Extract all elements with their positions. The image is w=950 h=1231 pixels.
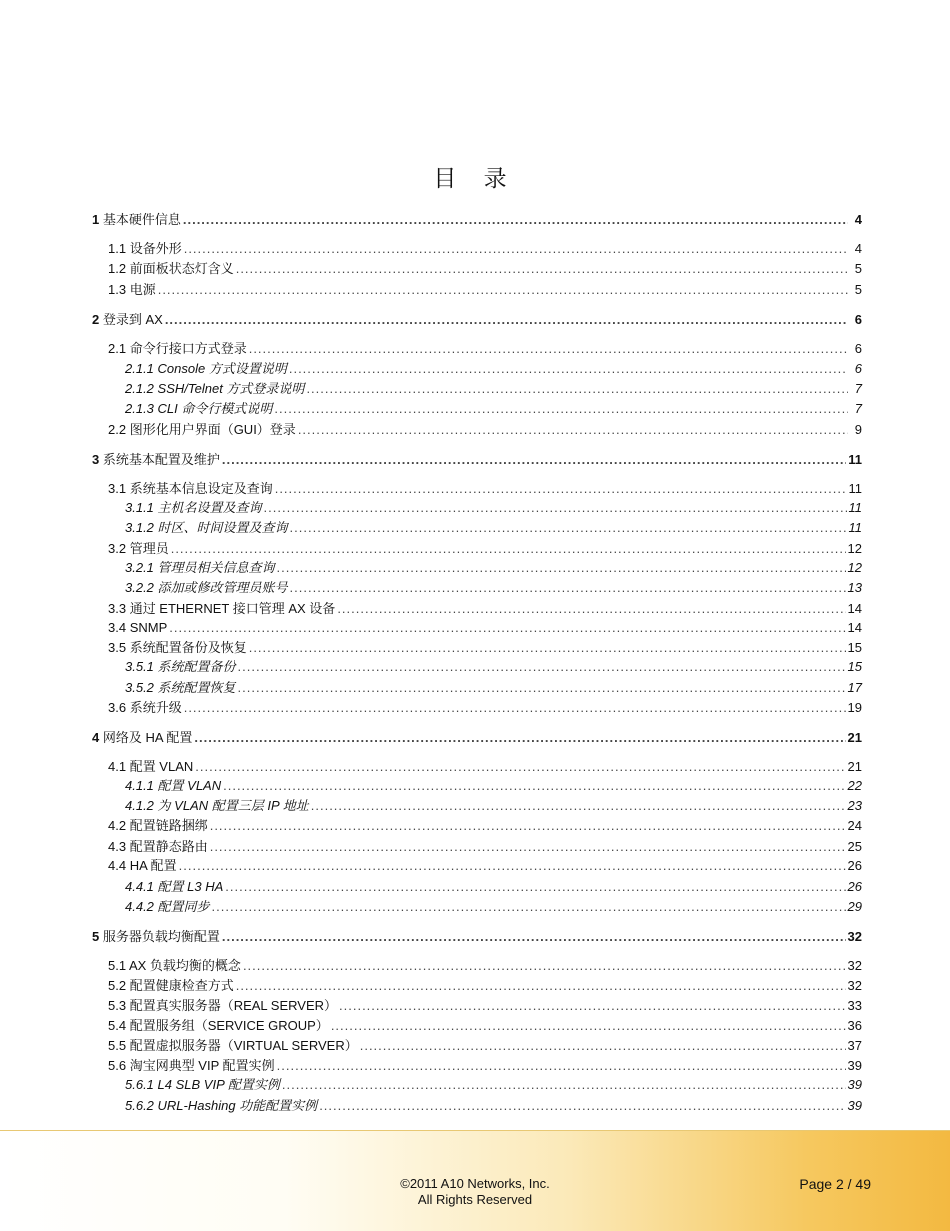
toc-entry-label: L4 SLB VIP 配置实例: [153, 1077, 280, 1092]
toc-leader-dots: [311, 798, 846, 814]
toc-entry-label: 设备外形: [126, 241, 182, 256]
toc-leader-dots: [360, 1038, 846, 1054]
rights-text: All Rights Reserved: [417, 1192, 533, 1207]
toc-entry-title: [125, 401, 272, 417]
toc-leader-dots: [184, 700, 846, 716]
toc-entry[interactable]: [92, 361, 862, 377]
toc-leader-dots: [222, 452, 846, 468]
toc-entry-label: 基本硬件信息: [99, 212, 181, 227]
toc-entry-page: 26: [847, 858, 862, 873]
toc-entry-page: 11: [848, 500, 862, 515]
toc-entry-label: 系统基本配置及维护: [99, 452, 220, 467]
toc-entry-page: 4: [854, 241, 862, 256]
toc-entry-title: [125, 580, 288, 596]
toc-entry-page: 5: [854, 282, 862, 297]
toc-entry-label: 登录到 AX: [99, 312, 163, 327]
toc-entry-label: 配置服务组（SERVICE GROUP）: [126, 1018, 329, 1033]
toc-title: 目 录: [433, 166, 517, 192]
toc-entry[interactable]: [92, 282, 862, 298]
toc-entry[interactable]: [92, 798, 862, 814]
toc-leader-dots: [236, 261, 848, 277]
toc-entry-page: 32: [847, 958, 862, 973]
toc-entry-title: [108, 1018, 329, 1034]
toc-entry-number: 5.6.1: [125, 1077, 154, 1092]
toc-entry-label: 系统配置备份及恢复: [126, 640, 247, 655]
toc-leader-dots: [319, 1098, 845, 1114]
toc-entry-number: 3.1.1: [125, 500, 154, 515]
toc-entry-number: 4.2: [108, 818, 127, 833]
toc-entry-title: [108, 700, 182, 716]
toc-entry-page: 7: [854, 401, 862, 416]
toc-entry[interactable]: [92, 640, 862, 656]
toc-entry-title: [108, 839, 208, 855]
toc-entry-page: 7: [854, 381, 862, 396]
toc-entry-title: [125, 879, 223, 895]
toc-entry[interactable]: [92, 958, 862, 974]
toc-entry-number: 4: [92, 730, 100, 745]
toc-entry-label: 主机名设置及查询: [153, 500, 262, 515]
toc-entry-page: 17: [847, 680, 862, 695]
toc-entry-page: 6: [854, 312, 862, 327]
toc-entry-title: [125, 899, 210, 915]
toc-entry-label: 配置链路捆绑: [126, 818, 208, 833]
toc-entry-label: 配置健康检查方式: [126, 978, 234, 993]
toc-entry-number: 4.4: [108, 858, 127, 873]
toc-leader-dots: [184, 241, 848, 257]
toc-entry-number: 5.1: [108, 958, 127, 973]
toc-entry[interactable]: [92, 620, 862, 636]
toc-entry[interactable]: [92, 839, 862, 855]
toc-entry-number: 3.3: [108, 601, 127, 616]
page-footer: [0, 1130, 950, 1231]
toc-entry-number: 5.6.2: [125, 1098, 154, 1113]
toc-leader-dots: [331, 1018, 846, 1034]
toc-entry-title: [125, 659, 236, 675]
toc-entry-title: [108, 759, 193, 775]
toc-leader-dots: [264, 500, 847, 516]
toc-entry-title: [125, 361, 287, 377]
toc-entry-page: 32: [847, 978, 862, 993]
toc-entry-label: 通过 ETHERNET 接口管理 AX 设备: [126, 601, 336, 616]
toc-entry-page: 39: [847, 1058, 862, 1073]
toc-leader-dots: [210, 839, 846, 855]
toc-entry-page: 6: [854, 361, 862, 376]
toc-entry-page: 13: [847, 580, 862, 595]
toc-entry-page: 29: [847, 899, 862, 914]
toc-entry[interactable]: [92, 381, 862, 397]
toc-leader-dots: [194, 730, 845, 746]
toc-entry[interactable]: [92, 401, 862, 417]
toc-entry[interactable]: [92, 978, 862, 994]
toc-entry-page: 11: [848, 481, 862, 496]
toc-entry[interactable]: [92, 899, 862, 915]
toc-leader-dots: [298, 422, 848, 438]
toc-entry[interactable]: [92, 998, 862, 1014]
toc-entry-label: 图形化用户界面（GUI）登录: [126, 422, 296, 437]
toc-entry-number: 1.3: [108, 282, 127, 297]
toc-entry-page: 15: [847, 640, 862, 655]
copyright-text: ©2011 A10 Networks, Inc.: [400, 1176, 550, 1191]
toc-entry-page: 36: [847, 1018, 862, 1033]
toc-entry[interactable]: [92, 541, 862, 557]
toc-entry-label: 添加或修改管理员账号: [153, 580, 288, 595]
toc-entry[interactable]: [92, 778, 862, 794]
toc-entry[interactable]: [92, 341, 862, 357]
toc-entry-label: 系统升级: [126, 700, 182, 715]
toc-entry-label: 系统基本信息设定及查询: [126, 481, 273, 496]
toc-entry-number: 3.5.1: [125, 659, 154, 674]
toc-leader-dots: [290, 520, 847, 536]
toc-entry[interactable]: [92, 500, 862, 516]
toc-entry-number: 2.1.3: [125, 401, 154, 416]
toc-entry-number: 1: [92, 212, 100, 227]
toc-entry-title: [108, 1058, 275, 1074]
toc-leader-dots: [243, 958, 846, 974]
toc-entry-page: 25: [847, 839, 862, 854]
toc-entry-label: SSH/Telnet 方式登录说明: [153, 381, 305, 396]
toc-entry[interactable]: [92, 700, 862, 716]
toc-leader-dots: [212, 899, 846, 915]
toc-entry-number: 5.6: [108, 1058, 127, 1073]
toc-entry-number: 5.2: [108, 978, 127, 993]
toc-entry-title: [108, 620, 167, 636]
toc-entry-title: [108, 241, 182, 257]
toc-entry-label: 前面板状态灯含义: [126, 261, 234, 276]
toc-entry-title: [108, 601, 335, 617]
toc-leader-dots: [277, 1058, 846, 1074]
toc-entry-page: 33: [847, 998, 862, 1013]
toc-entry[interactable]: [92, 879, 862, 895]
toc-entry-title: [125, 798, 309, 814]
toc-entry-label: 管理员相关信息查询: [153, 560, 275, 575]
toc-entry-page: 21: [847, 759, 862, 774]
toc-entry[interactable]: [92, 481, 862, 497]
toc-entry[interactable]: [92, 241, 862, 257]
toc-entry[interactable]: [92, 520, 862, 536]
toc-entry[interactable]: [92, 1038, 862, 1054]
toc-entry-number: 4.1.1: [125, 778, 154, 793]
toc-entry-number: 4.4.2: [125, 899, 154, 914]
toc-entry-title: [108, 481, 273, 497]
toc-entry[interactable]: [92, 422, 862, 438]
toc-leader-dots: [249, 640, 846, 656]
toc-entry-page: 14: [847, 601, 862, 616]
toc-entry[interactable]: [92, 759, 862, 775]
toc-entry-number: 1.2: [108, 261, 127, 276]
toc-entry-page: 5: [854, 261, 862, 276]
toc-entry[interactable]: [92, 212, 862, 228]
toc-entry-label: 管理员: [126, 541, 169, 556]
toc-entry-title: [125, 500, 262, 516]
toc-entry-number: 2.1: [108, 341, 127, 356]
toc-entry-page: 39: [847, 1098, 862, 1113]
toc-leader-dots: [289, 361, 848, 377]
toc-entry-title: [125, 381, 304, 397]
toc-entry-title: [108, 422, 296, 438]
toc-entry-label: 淘宝网典型 VIP 配置实例: [126, 1058, 275, 1073]
toc-entry-number: 2: [92, 312, 100, 327]
toc-entry-title: [125, 1098, 317, 1114]
toc-entry-page: 15: [847, 659, 862, 674]
toc-entry-title: [108, 341, 247, 357]
toc-entry-number: 3.1.2: [125, 520, 154, 535]
toc-entry-page: 24: [847, 818, 862, 833]
toc-entry-number: 4.1.2: [125, 798, 154, 813]
toc-entry[interactable]: [92, 680, 862, 696]
toc-entry-title: [92, 730, 192, 746]
toc-entry[interactable]: [92, 1077, 862, 1093]
toc-entry-number: 5: [92, 929, 100, 944]
toc-entry-number: 2.1.1: [125, 361, 154, 376]
toc-entry-number: 4.4.1: [125, 879, 154, 894]
toc-entry-number: 3.2.2: [125, 580, 154, 595]
toc-entry-number: 5.3: [108, 998, 127, 1013]
toc-entry-title: [92, 312, 163, 328]
toc-entry-page: 14: [847, 620, 862, 635]
toc-leader-dots: [195, 759, 845, 775]
toc-entry-title: [108, 640, 247, 656]
toc-leader-dots: [222, 929, 846, 945]
toc-entry[interactable]: [92, 312, 862, 328]
toc-entry-number: 3.1: [108, 481, 127, 496]
toc-entry-title: [108, 261, 234, 277]
toc-entry-title: [108, 1038, 358, 1054]
toc-entry[interactable]: [92, 452, 862, 468]
toc-entry-title: [108, 541, 169, 557]
toc-entry-label: 为 VLAN 配置三层 IP 地址: [153, 798, 309, 813]
toc-entry-page: 22: [847, 778, 862, 793]
toc-entry-number: 3.2.1: [125, 560, 154, 575]
toc-entry[interactable]: [92, 560, 862, 576]
toc-entry-page: 39: [847, 1077, 862, 1092]
toc-entry-page: 21: [847, 730, 862, 745]
toc-entry-label: 系统配置备份: [153, 659, 236, 674]
toc-entry-title: [108, 958, 241, 974]
toc-entry-title: [108, 818, 208, 834]
toc-entry-number: 4.3: [108, 839, 127, 854]
toc-entry-page: 26: [847, 879, 862, 894]
toc-entry-number: 3.4: [108, 620, 127, 635]
toc-entry-page: 23: [847, 798, 862, 813]
toc-entry-number: 3.5.2: [125, 680, 154, 695]
toc-entry-number: 3.2: [108, 541, 127, 556]
toc-entry[interactable]: [92, 261, 862, 277]
toc-entry-label: URL-Hashing 功能配置实例: [153, 1098, 318, 1113]
toc-leader-dots: [171, 541, 846, 557]
toc-leader-dots: [183, 212, 848, 228]
toc-entry-title: [125, 1077, 280, 1093]
toc-entry-label: 配置静态路由: [126, 839, 208, 854]
toc-leader-dots: [179, 858, 846, 874]
toc-entry-page: 6: [854, 341, 862, 356]
toc-entry-page: 11: [848, 452, 862, 467]
toc-entry[interactable]: [92, 858, 862, 874]
toc-entry-label: 配置真实服务器（REAL SERVER）: [126, 998, 338, 1013]
toc-leader-dots: [339, 998, 846, 1014]
toc-entry-title: [125, 520, 288, 536]
toc-leader-dots: [306, 381, 848, 397]
toc-entry-label: 时区、时间设置及查询: [153, 520, 288, 535]
toc-entry-title: [108, 978, 234, 994]
toc-leader-dots: [249, 341, 848, 357]
toc-entry-title: [92, 929, 220, 945]
toc-entry[interactable]: [92, 1018, 862, 1034]
toc-leader-dots: [238, 680, 846, 696]
toc-entry[interactable]: [92, 929, 862, 945]
toc-leader-dots: [290, 580, 846, 596]
toc-entry-label: 配置 VLAN: [153, 778, 222, 793]
toc-entry-title: [125, 680, 236, 696]
toc-leader-dots: [158, 282, 848, 298]
toc-entry-label: AX 负载均衡的概念: [126, 958, 241, 973]
toc-entry[interactable]: [92, 1058, 862, 1074]
toc-entry-number: 1.1: [108, 241, 127, 256]
toc-entry-number: 2.2: [108, 422, 127, 437]
toc-entry[interactable]: [92, 659, 862, 675]
toc-entry-title: [92, 452, 220, 468]
toc-entry[interactable]: [92, 580, 862, 596]
toc-entry-number: 3: [92, 452, 100, 467]
toc-leader-dots: [337, 601, 845, 617]
toc-leader-dots: [210, 818, 846, 834]
toc-leader-dots: [225, 879, 845, 895]
toc-entry-label: 电源: [126, 282, 156, 297]
toc-entry-title: [92, 212, 181, 228]
toc-entry-label: 系统配置恢复: [153, 680, 236, 695]
toc-entry-page: 32: [847, 929, 862, 944]
toc-entry-number: 3.6: [108, 700, 127, 715]
toc-entry[interactable]: [92, 730, 862, 746]
toc-entry-label: 配置 L3 HA: [153, 879, 224, 894]
toc-leader-dots: [238, 659, 846, 675]
toc-entry-number: 2.1.2: [125, 381, 154, 396]
page-number: Page 2 / 49: [799, 1176, 871, 1192]
toc-entry-title: [125, 778, 221, 794]
toc-entry-label: 网络及 HA 配置: [99, 730, 193, 745]
toc-entry-label: 命令行接口方式登录: [126, 341, 247, 356]
toc-entry-page: 9: [854, 422, 862, 437]
toc-leader-dots: [236, 978, 846, 994]
toc-entry-title: [108, 998, 337, 1014]
toc-entry-label: HA 配置: [126, 858, 177, 873]
toc-entry-label: CLI 命令行模式说明: [153, 401, 273, 416]
toc-entry-page: 19: [847, 700, 862, 715]
toc-leader-dots: [277, 560, 846, 576]
toc-entry-label: 服务器负载均衡配置: [99, 929, 220, 944]
toc-entry-number: 5.5: [108, 1038, 127, 1053]
toc-entry[interactable]: [92, 1098, 862, 1114]
toc-entry-label: 配置 VLAN: [126, 759, 194, 774]
toc-entry-label: 配置同步: [153, 899, 210, 914]
toc-entry-page: 37: [847, 1038, 862, 1053]
toc-entry-number: 5.4: [108, 1018, 127, 1033]
toc-entry-page: 4: [854, 212, 862, 227]
toc-entry-label: 配置虚拟服务器（VIRTUAL SERVER）: [126, 1038, 358, 1053]
toc-entry-label: Console 方式设置说明: [153, 361, 287, 376]
toc-entry[interactable]: [92, 601, 862, 617]
toc-leader-dots: [282, 1077, 846, 1093]
toc-leader-dots: [275, 481, 847, 497]
toc-entry-number: 3.5: [108, 640, 127, 655]
toc-entry[interactable]: [92, 818, 862, 834]
toc-leader-dots: [274, 401, 848, 417]
toc-entry-page: 12: [847, 541, 862, 556]
toc-entry-title: [125, 560, 275, 576]
toc-leader-dots: [169, 620, 845, 636]
toc-entry-page: 12: [847, 560, 862, 575]
toc-entry-title: [108, 858, 177, 874]
toc-leader-dots: [165, 312, 848, 328]
toc-entry-title: [108, 282, 156, 298]
toc-leader-dots: [223, 778, 845, 794]
toc-entry-label: SNMP: [126, 620, 168, 635]
toc-entry-number: 4.1: [108, 759, 127, 774]
toc-entry-page: 11: [848, 520, 862, 535]
